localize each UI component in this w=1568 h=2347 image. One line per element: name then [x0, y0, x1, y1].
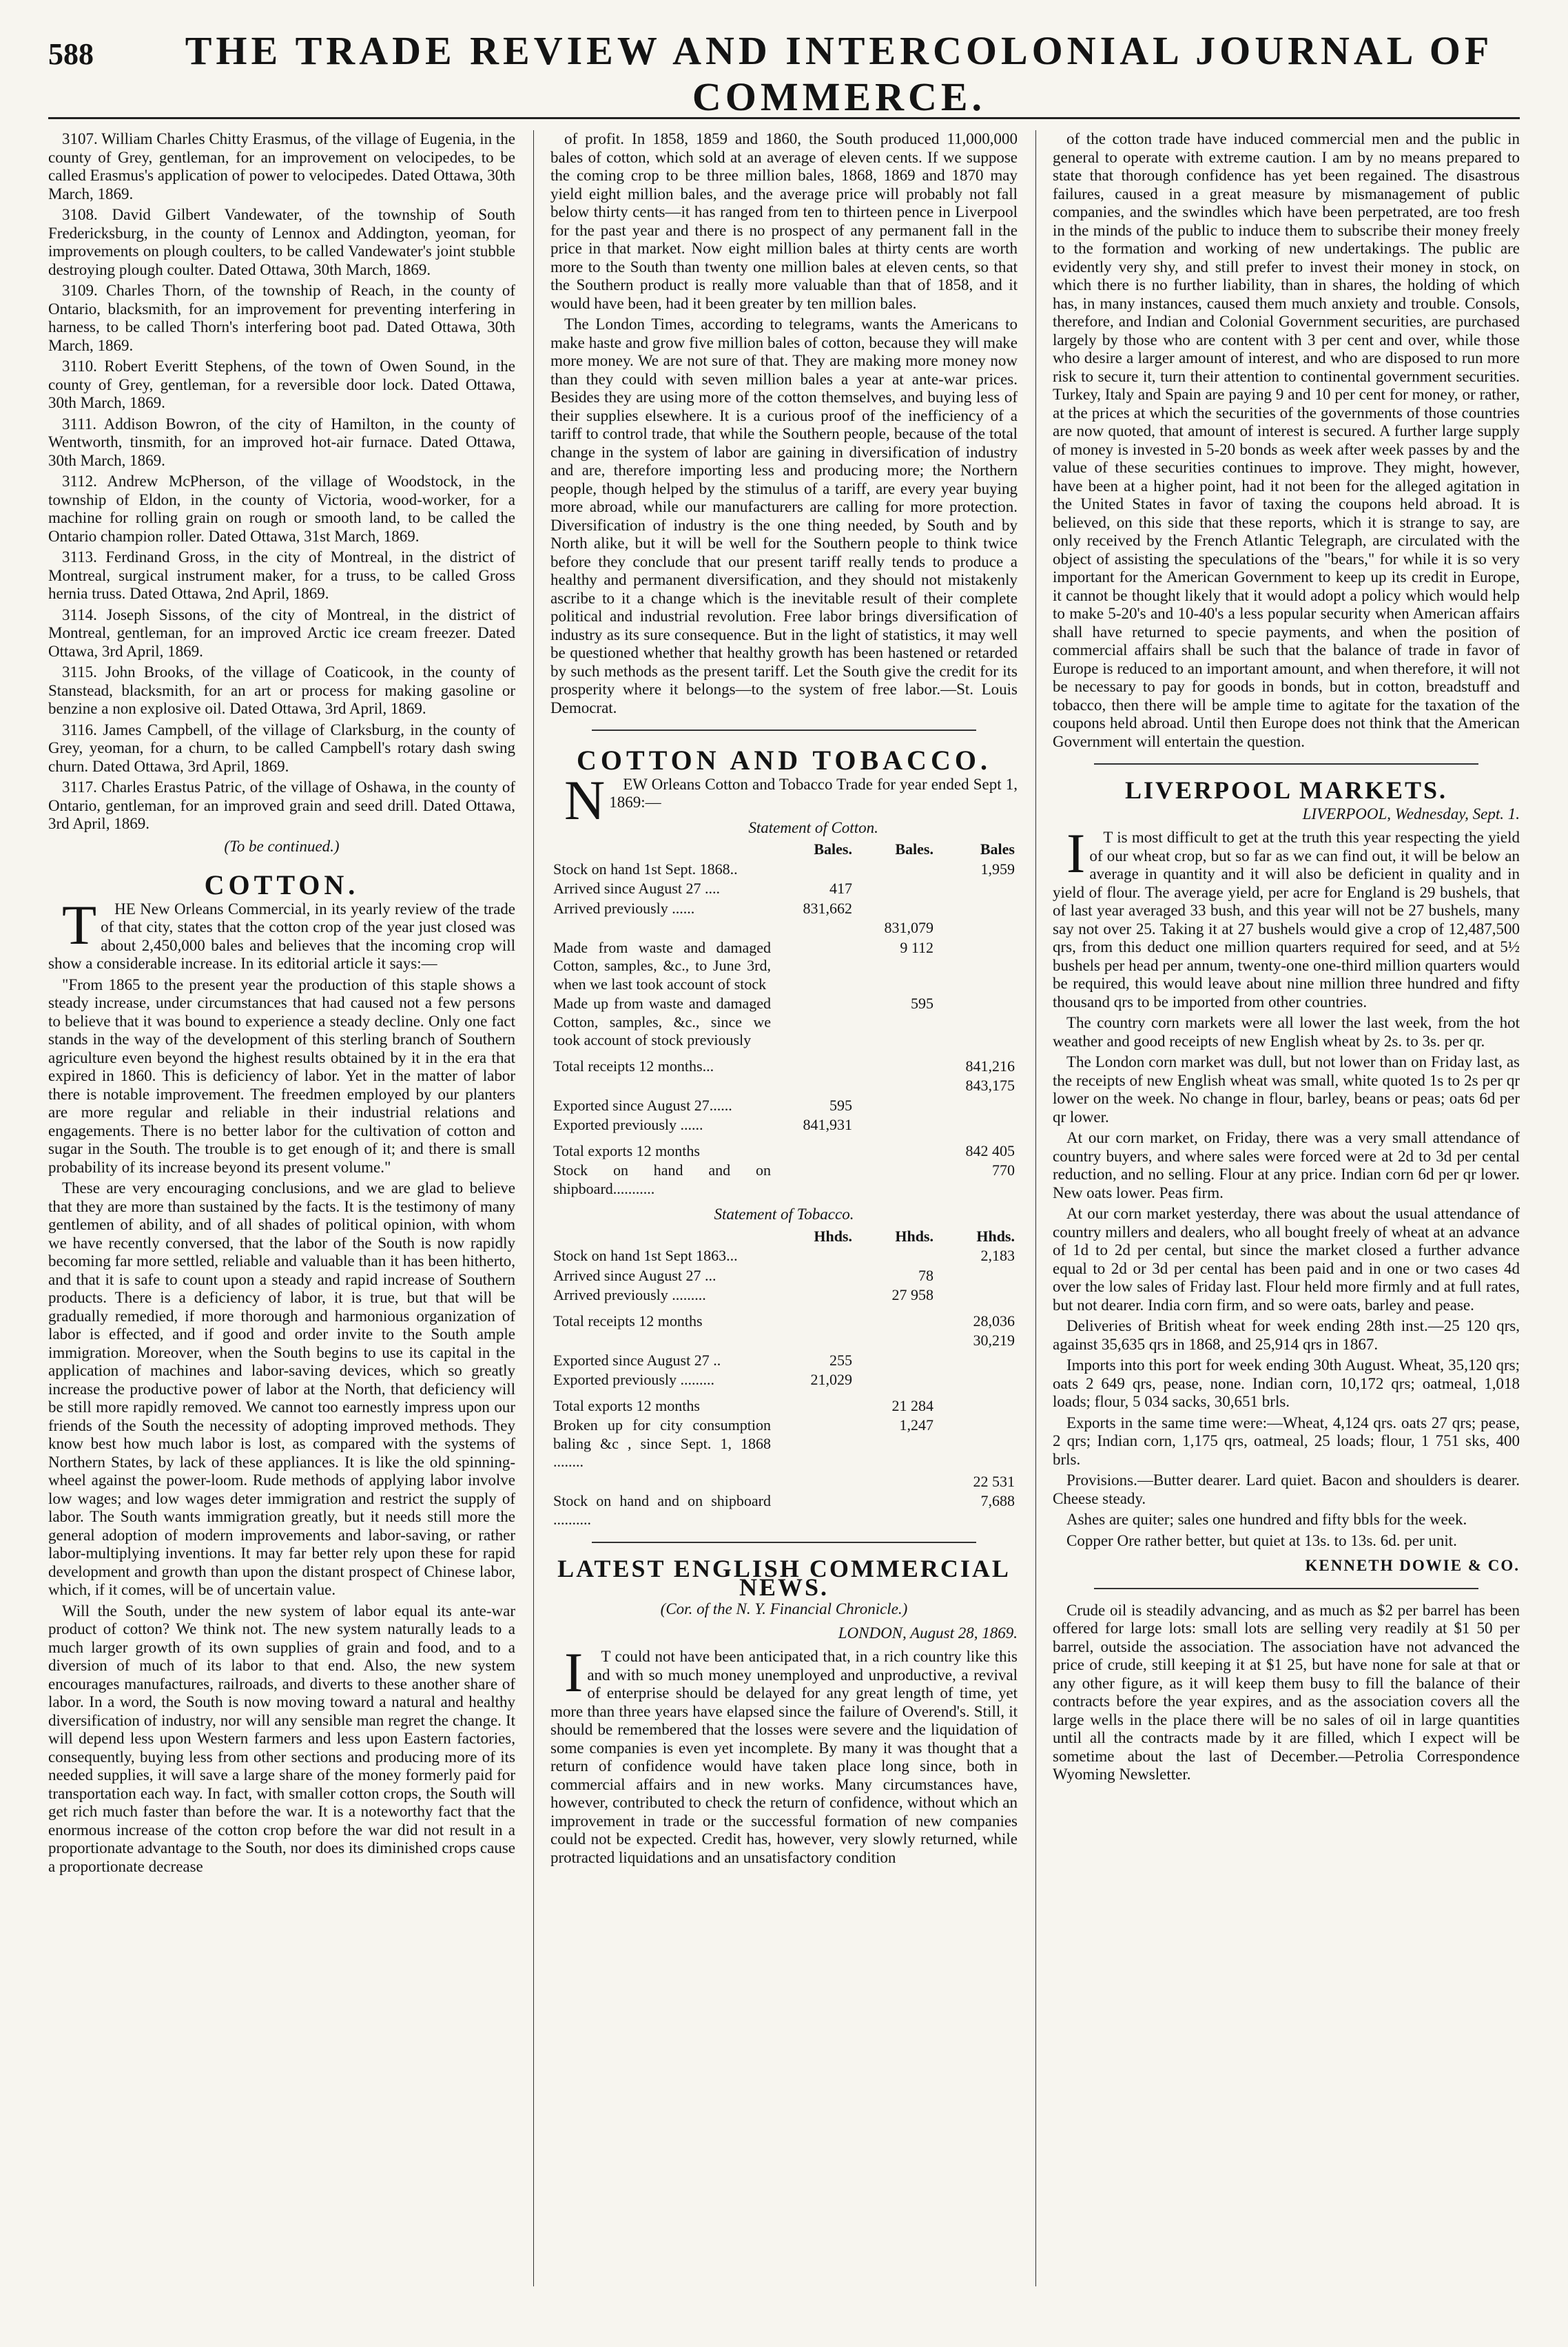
table-row [550, 899, 1018, 919]
tobacco-statement-title: Statement of Tobacco. [714, 1206, 854, 1223]
table-row [550, 1491, 1018, 1529]
liverpool-paragraph: Exports in the same time were:—Wheat, 4,124 qrs. oats 27 qrs; pease, 2 qrs; Indian corn, 1,175 qrs, oatmeal, 25 loads; flour, 1 751 sks, 400 brls. [1053, 1414, 1520, 1468]
row-value [855, 1370, 936, 1390]
row-value [774, 994, 855, 1051]
row-label: Made from waste and damaged Cotton, samples, &c., to June 3rd, when we last took account of stock [553, 938, 771, 993]
row-value [936, 1416, 1018, 1472]
row-label: Total exports 12 months [553, 1141, 700, 1159]
news-dateline: LONDON, August 28, 1869. [838, 1624, 1018, 1642]
liverpool-heading: LIVERPOOL MARKETS. [1124, 776, 1448, 804]
table-row [550, 1161, 1018, 1199]
row-label: Arrived since August 27 .... [553, 880, 720, 897]
patent-entry: 3112. Andrew McPherson, of the village of Woodstock, in the township of Eldon, in the county of Victoria, wood-worker, for a machine for rolling grain on rough or smooth land, to be called the Ontario champion roller. Dated Ottawa, 31st March, 1869. [48, 473, 515, 545]
row-value [855, 1351, 936, 1371]
row-label: Exported since August 27...... [553, 1096, 732, 1114]
row-value [774, 860, 855, 880]
row-label: Stock on hand 1st Sept. 1868.. [553, 860, 738, 878]
row-value: 841,931 [803, 1116, 852, 1133]
row-value [774, 1390, 855, 1416]
patent-entry: 3108. David Gilbert Vandewater, of the township of South Fredericksburg, in the county of Lennox and Addington, yeoman, for improvements on plough coulters, to be called Vandewater's joint stubble destroying plough coulter. Dated Ottawa, 30th March, 1869. [48, 206, 515, 278]
row-value [855, 899, 936, 919]
row-value [855, 1491, 936, 1529]
cotton-paragraph: Will the South, under the new system of labor equal its ante-war product of cotton? We think not. The new system naturally leads to a much larger growth of its own supplies of grain and food, and to a diversion of much of its labor to that end. Also, the new system encourages manufactures, railroads, and diverts to these another share of labor. In a word, the South is now moving toward a natural and healthy diversification of industry, nor will any sensible man regret the change. It will depend less upon Western farmers and less upon Eastern factories, consequently, buying less from other sections and producing more of its needed supplies, it will save a large share of the money formerly paid for transportation each way. In fact, with smaller cotton crops, the South will get rich much faster than before the war. It is a noteworthy fact that the enormous increase of the cotton crop before the war did not result in a proportionate advantage to the South, nor does its diminished crops cause a proportionate decrease [48, 1602, 515, 1875]
row-label: Total receipts 12 months [553, 1312, 703, 1330]
journal-title: THE TRADE REVIEW AND INTERCOLONIAL JOURNAL OF COMMERCE. [185, 28, 1494, 119]
table-row [550, 1051, 1018, 1077]
table-row [550, 879, 1018, 899]
article-paragraph: of profit. In 1858, 1859 and 1860, the South produced 11,000,000 bales of cotton, which sold at an average of eleven cents. If we suppose the coming crop to be three million bales, 1868, 1869 and 1870 may yield eight million bales, and the average price will probably not fall below thirty cents—it has ranged from ten to thirteen pence in Liverpool for the past year and there is no prospect of any permanent fall in the price in that market. Now eight million bales at thirty cents are worth more to the South than twenty one million bales at eleven cents, so that the Southern product is really more valuable than that of 1858, and it would have been, had it been greater by ten million bales. [550, 130, 1018, 312]
row-label [550, 1076, 774, 1096]
patent-entry: 3109. Charles Thorn, of the township of Reach, in the county of Ontario, blacksmith, for an improvement for preventing interfering in harness, to be called Thorn's interfering boot pad. Dated Ottawa, 30th March, 1869. [48, 282, 515, 354]
row-value: 21 284 [891, 1396, 933, 1414]
divider [1094, 1588, 1478, 1589]
row-value [855, 1076, 936, 1096]
row-value: 1,247 [899, 1416, 933, 1434]
row-value: 22 531 [973, 1472, 1015, 1490]
column-3 [1035, 130, 1520, 2286]
row-value [936, 1285, 1018, 1305]
row-label: Arrived previously ......... [553, 1286, 706, 1303]
crude-oil-paragraph: Crude oil is steadily advancing, and as much as $2 per barrel has been offered for large lots: small lots are selling very readily at $1 50 per barrel, outside the association. The association have not advanced the price of crude, still keeping it at $1 25, but have none for sale at that or any other figure, as it will keep them busy to fill the balance of their contracts before the year expires, and as the association covers all the large wells in the place there will be no sales of oil in large quantities until all the contracts made by it are filled, which I expect will be sometime about the last of December.—Petrolia Correspondence Wyoming Newsletter. [1053, 1601, 1520, 1783]
table-row [550, 1246, 1018, 1266]
table-row [550, 1285, 1018, 1305]
divider [592, 1542, 976, 1543]
table-row [550, 1115, 1018, 1135]
table-row [550, 918, 1018, 938]
cotton-paragraph: These are very encouraging conclusions, and we are glad to believe that they are more than sustained by the facts. It is the testimony of many gentlemen of ability, and of all shades of political opinion, with whom we have recently conversed, that the labor of the South is now rapidly becoming far more settled, reliable and valuable than it has been hitherto, and that it is safe to count upon a steady and rapid increase of Southern products. There is a deficiency of labor, it is true, but that will be gradually remedied, if more thorough and harmonious organization of labor is effected, and if good and order invite to the South ample immigration. Moreover, when the South begins to use its capital in the application of machines and labor-saving devices, which so greatly increase the productive power of labor at the North, that deficiency will be still more rapidly removed. We cannot too earnestly impress upon our friends of the South the necessity of adopting improved methods. They know best how much labor is lost, as compared with the systems of Northern States, by lack of these appliances. It is like the old spinning-wheel against the power-loom. Rude methods of applying labor involve low wages; and low wages deter immigration and restrict the supply of labor. The South wants immigration greatly, but it needs still more the general adoption of modern improvements and labor-saving, or rather labor-multiplying inventions. It may far better rely upon these for rapid development and growth than upon the distant prospect of Chinese labor, which, if it comes, will be of uncertain value. [48, 1179, 515, 1598]
patent-entry: 3110. Robert Everitt Stephens, of the town of Owen Sound, in the county of Grey, gentleman, for a reversible door lock. Dated Ottawa, 30th March, 1869. [48, 358, 515, 411]
table-row [550, 1351, 1018, 1371]
row-value: 841,216 [965, 1057, 1015, 1075]
row-value: 842 405 [965, 1141, 1015, 1159]
row-value [774, 1491, 855, 1529]
column-2 [533, 130, 1018, 2286]
row-value [774, 1135, 855, 1161]
table-row [550, 1472, 1018, 1492]
row-value [936, 1266, 1018, 1286]
patent-entry: 3111. Addison Bowron, of the city of Hamilton, in the county of Wentworth, tinsmith, for an improved hot-air furnace. Dated Ottawa, 30th March, 1869. [48, 415, 515, 469]
row-value [855, 1246, 936, 1266]
row-label: Exported previously ......... [553, 1371, 715, 1388]
row-value: 843,175 [965, 1077, 1015, 1094]
row-value [774, 918, 855, 938]
row-value: 9 112 [900, 938, 933, 956]
row-value [774, 1416, 855, 1472]
row-value: 255 [829, 1351, 852, 1369]
row-value [936, 994, 1018, 1051]
row-value [855, 1472, 936, 1492]
row-value: 7,688 [980, 1492, 1015, 1509]
row-value: 595 [829, 1096, 852, 1114]
row-value [774, 1472, 855, 1492]
liverpool-paragraph: The London corn market was dull, but not lower than on Friday last, as the receipts of new English wheat was small, white quoted 1s to 2s per qr lower on the week. No change in flour, barley, beans or peas; oats 6d per qr lower. [1053, 1053, 1520, 1126]
row-value: 28,036 [973, 1312, 1015, 1330]
patent-list [48, 130, 515, 834]
divider [592, 730, 976, 731]
row-value: 2,183 [980, 1247, 1015, 1264]
row-label: Broken up for city consumption baling &c , since Sept. 1, 1868 ........ [553, 1416, 771, 1470]
table-row [550, 860, 1018, 880]
table-row [550, 1390, 1018, 1416]
row-label: Exported previously ...... [553, 1116, 703, 1133]
patent-entry: 3115. John Brooks, of the village of Coaticook, in the county of Stanstead, blacksmith, for an art or process for making gasoline or benzine a non explosive oil. Dated Ottawa, 3rd April, 1869. [48, 663, 515, 717]
patent-entry: 3117. Charles Erastus Patric, of the village of Oshawa, in the county of Ontario, gentleman, for an improved grain and seed drill. Dated Ottawa, 3rd April, 1869. [48, 778, 515, 832]
cotton-tobacco-heading: COTTON AND TOBACCO. [577, 745, 991, 776]
row-value [774, 1076, 855, 1096]
row-value: 595 [911, 995, 933, 1012]
row-value [936, 1390, 1018, 1416]
row-value: 1,959 [980, 860, 1015, 878]
news-paragraph: IT could not have been anticipated that, in a rich country like this and with so much money unemployed and unproductive, a revival of enterprise should be delayed for any great length of time, yet more than three years have elapsed since the failure of Overend's. Still, it should be remembered that the losses were severe and the liquidation of some companies is even yet incomplete. By many it was thought that a return of confidence would have taken place long since, both in commercial affairs and in new works. Many circumstances have, however, contributed to check the return of confidence, without which an improvement in trade or the successful formation of new companies could not be expected. Credit has, however, very slowly returned, while protracted liquidations and an unsatisfactory condition [550, 1641, 1018, 1866]
table-row [550, 994, 1018, 1051]
row-label [550, 1331, 774, 1351]
patent-entry: 3107. William Charles Chitty Erasmus, of the village of Eugenia, in the county of Grey, gentleman, for an improvement on velocipedes, to be called Erasmus's application of power to velocipedes. Dated Ottawa, 30th March, 1869. [48, 130, 515, 203]
table-header-row: Bales. Bales. Bales [814, 840, 1015, 858]
cotton-tobacco-intro: NEW Orleans Cotton and Tobacco Trade for year ended Sept 1, 1869:— [564, 768, 1018, 831]
row-label: Total receipts 12 months... [553, 1057, 714, 1075]
row-value [936, 1351, 1018, 1371]
row-label: Stock on hand and on shipboard........... [553, 1161, 771, 1197]
liverpool-paragraph: At our corn market yesterday, there was about the usual attendance of country millers and dealers, who all bought freely of wheat at an advance of 1d to 2d per cental, but since the market closed a further advance equal to 2d or 3d per cental has been paid and in one or two cases 4d over the low sales of Friday last. Flour held more firmly and at full rates, but not dearer. India corn firm, and so were oats, barley and pease. [1053, 1205, 1520, 1314]
liverpool-signature: KENNETH DOWIE & CO. [1305, 1557, 1520, 1574]
row-value [936, 918, 1018, 938]
row-label: Arrived since August 27 ... [553, 1266, 716, 1284]
news-subheading: (Cor. of the N. Y. Financial Chronicle.) [660, 1600, 908, 1617]
row-label [550, 918, 774, 938]
liverpool-paragraph: Ashes are quiter; sales one hundred and fifty bbls for the week. [1066, 1511, 1467, 1528]
row-value [936, 899, 1018, 919]
table-header-row: Hhds. Hhds. Hhds. [814, 1227, 1015, 1245]
row-value [774, 938, 855, 995]
row-value [936, 879, 1018, 899]
row-value [774, 1266, 855, 1286]
cotton-heading: COTTON. [204, 869, 360, 900]
row-label: Exported since August 27 .. [553, 1351, 721, 1369]
row-value: 831,662 [803, 899, 852, 917]
liverpool-paragraph: Provisions.—Butter dearer. Lard quiet. Bacon and shoulders is dearer. Cheese steady. [1053, 1471, 1520, 1507]
row-value: 21,029 [810, 1371, 852, 1388]
row-value [855, 1161, 936, 1199]
divider [1094, 763, 1478, 765]
row-value [936, 1115, 1018, 1135]
table-row [550, 1331, 1018, 1351]
row-value: 78 [918, 1266, 933, 1284]
liverpool-paragraph: Copper Ore rather better, but quiet at 13s. to 13s. 6d. per unit. [1066, 1531, 1457, 1549]
table-row [550, 1266, 1018, 1286]
table-row [550, 1305, 1018, 1332]
row-value: 417 [829, 880, 852, 897]
liverpool-paragraph: Imports into this port for week ending 30th August. Wheat, 35,120 qrs; oats 2 649 qrs, pease, none. Indian corn, 10,172 qrs; oatmeal, 1,018 loads; flour, 5 034 sacks, 30,651 brls. [1053, 1356, 1520, 1410]
row-value [936, 1096, 1018, 1116]
row-value [936, 1370, 1018, 1390]
liverpool-paragraph: IT is most difficult to get at the truth this year respecting the yield of our wheat crop, but so far as we can find out, it will be below an average in quantity and it will also be deficient in quality and in yield of flour. The average yield, per acre for England is 29 bushels, that of last year averaged 33 bush, and this year will not be 27 bushels, many say not over 25. Taking it at 27 bushels would give a crop of 12,487,500 qrs, from this deduct one million quarters required for seed, and at 5½ bushels per head per annum, twenty-one one-third million quarters would be required, this would leave about nine million three hundred and fifty thousand qrs to be imported from other countries. [1053, 822, 1520, 1011]
row-value [774, 1285, 855, 1305]
row-value [855, 1051, 936, 1077]
row-value [855, 879, 936, 899]
row-value: 770 [992, 1161, 1015, 1179]
patent-entry: 3113. Ferdinand Gross, in the city of Montreal, in the district of Montreal, surgical instrument maker, for a truss, to be called Gross hernia truss. Dated Ottawa, 2nd April, 1869. [48, 548, 515, 602]
patent-entry: 3116. James Campbell, of the village of Clarksburg, in the county of Grey, yeoman, for a churn, to be called Campbell's rotary dash swing churn. Dated Ottawa, 3rd April, 1869. [48, 721, 515, 775]
row-value [855, 1135, 936, 1161]
row-value: 831,079 [884, 919, 933, 936]
patent-entry: 3114. Joseph Sissons, of the city of Montreal, in the district of Montreal, gentleman, for an improved Arctic ice cream freezer. Dated Ottawa, 3rd April, 1869. [48, 606, 515, 660]
cotton-statement-table [550, 840, 1018, 1199]
liverpool-dateline: LIVERPOOL, Wednesday, Sept. 1. [1302, 805, 1520, 823]
row-value [936, 938, 1018, 995]
row-value [774, 1305, 855, 1332]
row-label: Arrived previously ...... [553, 899, 695, 917]
page-number: 588 [48, 37, 94, 71]
liverpool-paragraph: The country corn markets were all lower the last week, from the hot weather and good receipts of new English wheat by 2s. to 3s. per qr. [1053, 1014, 1520, 1050]
cotton-statement-title: Statement of Cotton. [748, 818, 878, 836]
article-paragraph: The London Times, according to telegrams, wants the Americans to make haste and grow five million bales of cotton, because they will make more money. We are not sure of that. They are making more money now than they could with seven million bales a year at ante-war prices. Besides they are using more of the cotton themselves, and buying less of their supplies elsewhere. It is a curious proof of the inefficiency of a tariff to control trade, that while the Southern people, because of the total change in the system of labor are gaining in diversification of industry and are, therefore importing less and producing more; the Northern people, though helped by the stimulus of a tariff, are every year buying more abroad, while our manufacturers are calling for more protection. Diversification of industry is the one thing needed, by South and by North alike, but it will be well for the Southern people to think twice before they conclude that our present tariff really tends to produce a healthy and permanent diversification, and they should not mistakenly ascribe to it a change which is the inevitable result of their complete political and industrial revolution. Free labor brings diversification of industry as its sure consequence. But in the light of statistics, it may well be questioned whether that healthy growth has been hastened or retarded by such methods as the present tariff. Let the South give the credit for its prosperity where it belongs—to the system of free labor.—St. Louis Democrat. [550, 316, 1018, 716]
row-label: Stock on hand and on shipboard .......... [553, 1492, 771, 1528]
table-row [550, 1416, 1018, 1472]
liverpool-paragraph: At our corn market, on Friday, there was a very small attendance of country buyers, and where sales were forced were at 2d to 3d per cental reduction, and no selling. Flour at any price. Indian corn 6d per qr lower. New oats lower. Peas firm. [1053, 1129, 1520, 1201]
row-value: 27 958 [891, 1286, 933, 1303]
row-label: Stock on hand 1st Sept 1863... [553, 1247, 738, 1264]
tobacco-statement-table [550, 1227, 1018, 1530]
row-value [774, 1161, 855, 1199]
table-row [550, 1096, 1018, 1116]
columns [48, 130, 1520, 2286]
table-row [550, 938, 1018, 995]
row-value [855, 1115, 936, 1135]
liverpool-paragraph: Deliveries of British wheat for week ending 28th inst.—25 120 qrs, against 35,635 qrs in 1868, and 25,914 qrs in 1867. [1053, 1317, 1520, 1353]
row-label [550, 1472, 774, 1492]
row-value [855, 860, 936, 880]
table-row [550, 1135, 1018, 1161]
cotton-paragraph: "From 1865 to the present year the production of this staple shows a steady increase, under circumstances that had caused not a few persons to believe that it was bound to experience a steady decline. Only one fact stands in the way of the development of this sterling branch of Southern agriculture even beyond the highest results obtained by it in the era that expired in 1860. This is deficiency of labor. Yet in the matter of labor there is notable improvement. The freedmen employed by our planters are more regular and reliable in their industrial relations and engagements. There is no better labor for the cultivation of cotton and sugar in the South. The trouble is to get enough of it; and there is small probability of its increase beyond its present volume." [48, 975, 515, 1176]
row-label: Total exports 12 months [553, 1396, 700, 1414]
page-header [48, 28, 1520, 119]
news-heading: LATEST ENGLISH COMMERCIAL NEWS. [557, 1555, 1011, 1601]
row-value [774, 1331, 855, 1351]
row-label: Made up from waste and damaged Cotton, samples, &c., since we took account of stock previously [553, 995, 771, 1048]
column-1 [48, 130, 515, 2286]
row-value [855, 1305, 936, 1332]
table-row [550, 1076, 1018, 1096]
row-value [774, 1246, 855, 1266]
cotton-paragraph: THE New Orleans Commercial, in its yearly review of the trade of that city, states that the cotton crop of the year just closed was about 2,450,000 bales and believes that the incoming crop will show a considerable increase. In its editorial article it says:— [48, 893, 515, 972]
row-value [855, 1096, 936, 1116]
row-value [774, 1051, 855, 1077]
article-paragraph: of the cotton trade have induced commercial men and the public in general to operate with extreme caution. I am by no means prepared to state that thorough confidence has yet been regained. The disastrous failures, caused in a great measure by mismanagement of public companies, and the swindles which have been perpetrated, are too fresh in the minds of the public to induce them to subscribe their money freely to the formation and working of new undertakings. The public are evidently very shy, and still prefer to invest their money in stock, on which there is no further liability, than in shares, the holding of which has, in many instances, caused them much anxiety and trouble. Consols, therefore, and Indian and Colonial Government securities, are purchased largely by those who are content with 3 per cent and over, while those who desire a larger amount of interest, and who are disposed to run more risk to secure it, turn their attention to continental government securities. Turkey, Italy and Spain are paying 9 and 10 per cent for money, or rather, at the prices at which the securities of the governments of those countries are now quoted, that amount of interest is secured. A further large supply of money is invested in 5-20 bonds as week after week passes by and the value of these securities continues to improve. They might, however, have been at a higher point, had it not been for the alleged agitation in the United States in favor of taxing the coupons held abroad. It is believed, on this side that these reports, which it is strange to say, are only received by the French Atlantic Telegraph, are circulated with the object of assisting the speculations of the "bears," for while it is so very important for the American Government to keep up its credit in Europe, it cannot be thought likely that it would adopt a policy which would help to make 5-20's and 10-40's a less popular security when American affairs shall have returned to specie payments, and when the position of commercial affairs shall be such that the balance of trade in favor of Europe is reduced to an important amount, and when therefore, it will not be necessary to pay for goods in bonds, but in cotton, breadstuff and tobacco, then there will be ample time to agitate for the taxation of the coupons held abroad. Until then Europe does not think that the American Government will entertain the question. [1053, 130, 1520, 750]
row-value [855, 1331, 936, 1351]
table-row [550, 1370, 1018, 1390]
to-be-continued: (To be continued.) [224, 837, 340, 855]
row-value: 30,219 [973, 1332, 1015, 1349]
